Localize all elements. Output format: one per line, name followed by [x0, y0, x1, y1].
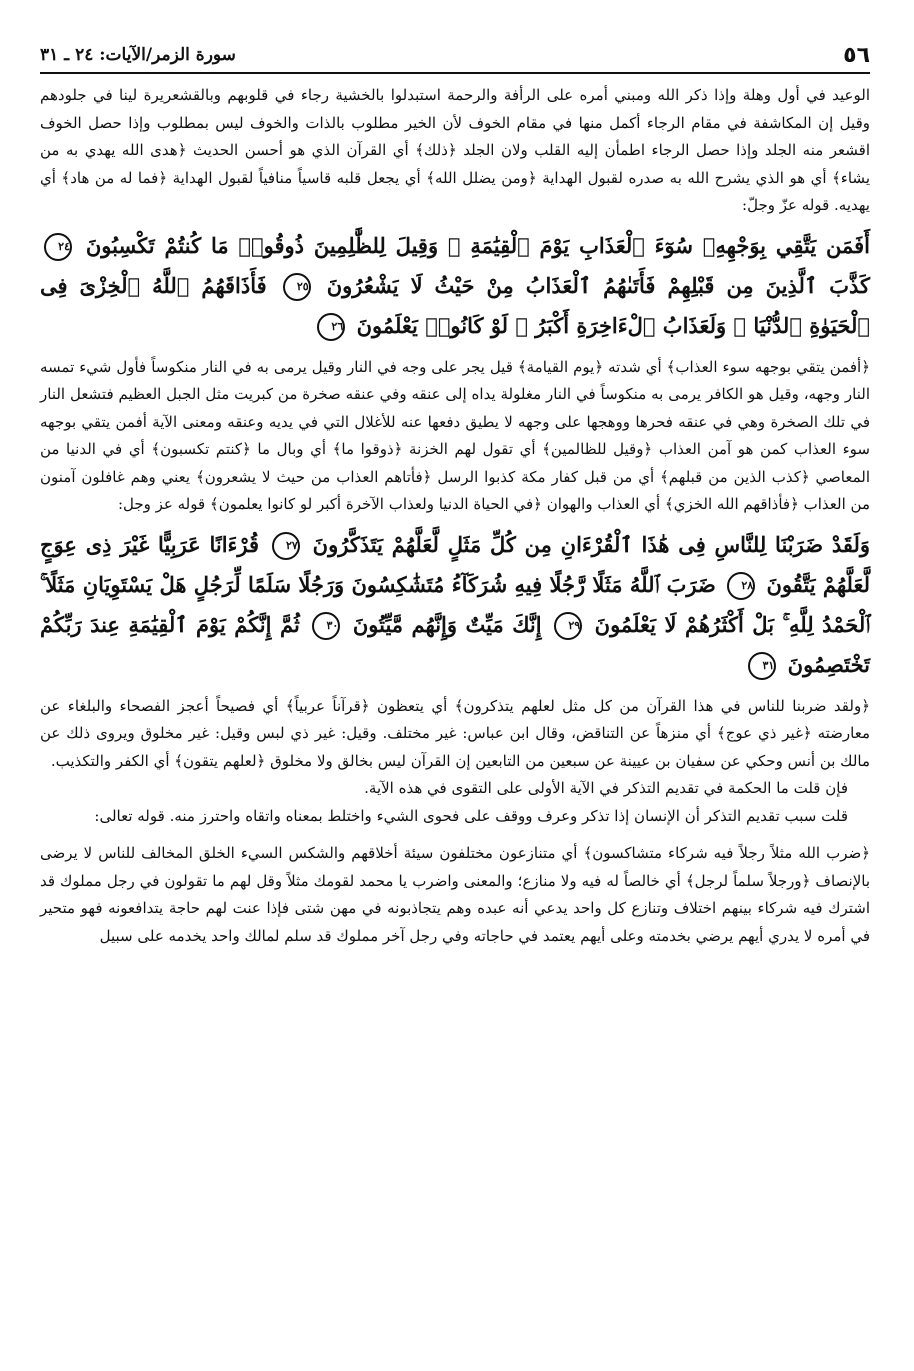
spacer — [40, 830, 870, 840]
commentary-paragraph: ﴿ولقد ضربنا للناس في هذا القرآن من كل مثل لعلهم يتذكرون﴾ أي يتعظون ﴿قرآناً عربياً﴾ أي فصيحاً أعجز الفصحاء والبلغاء عن معارضته ﴿غير ذي عوج﴾ أي منزهاً عن التناقض، وقال ابن عباس: غير مختلف. وقيل: غير ذي لبس وقيل: غير مخلوق ويروى ذلك عن مالك بن أنس وحكي عن سفيان بن عيينة عن سبعين من التابعين إن القرآن ليس بخالق ولا مخلوق ﴿لعلهم يتقون﴾ أي الكفر والتكذيب. — [40, 696, 870, 770]
commentary-paragraph: الوعيد في أول وهلة وإذا ذكر الله ومبني أمره على الرأفة والرحمة استبدلوا بالخشية رجاء في قلوبهم وبالقشعريرة لينا في جلودهم وقيل إن المكاشفة في مقام الرجاء أكمل منها في مقام الخوف لأن الخير مطلوب بالذات والخوف ليس بمطلوب وإذا حصل الخوف اقشعر منه الجلد وإذا حصل الرجاء اطمأن إليه القلب ولان الجلد ﴿ذلك﴾ أي القرآن الذي هو أحسن الحديث ﴿هدى الله يهدي به من يشاء﴾ أي هو الذي يشرح الله به صدره لقبول الهداية ﴿ومن يضلل الله﴾ أي يجعل قلبه قاسياً منافياً لقبول الهداية ﴿فما له من هاد﴾ أي يهديه. قوله عزّ وجلّ: — [40, 86, 870, 214]
verse-number-marker: ٢٦ — [317, 313, 345, 341]
quran-verses-block — [40, 226, 870, 346]
commentary-paragraph: ﴿أفمن يتقي بوجهه سوء العذاب﴾ أي شدته ﴿يوم القيامة﴾ قيل يجر على وجه في النار وقيل يرمى به في النار منكوساً فأول شيء تمسه النار وجهه، وقيل هو الكافر يرمى به منكوساً في النار مغلولة يداه إلى عنقه وفي عنقه صخرة من كبريت مثل الجبل العظيم فتشعل النار في تلك الصخرة وهي في عنقه فحرها ووهجها على وجهه لا يطيق دفعها عنه للأغلال التي في يديه وعنقه ومعنى الآية أفمن يتقي بوجهه سوء العذاب كمن هو آمن العذاب ﴿وقيل للظالمين﴾ أي تقول لهم الخزنة ﴿ذوقوا ما﴾ أي وبال ما ﴿كنتم تكسبون﴾ أي في الدنيا من المعاصي ﴿كذب الذين من قبلهم﴾ أي من قبل كفار مكة كذبوا الرسل ﴿فأتاهم العذاب من حيث لا يشعرون﴾ يعني وهم غافلون آمنون من العذاب ﴿فأذاقهم الله الخزي﴾ أي العذاب والهوان ﴿في الحياة الدنيا ولعذاب الآخرة أكبر لو كانوا يعلمون﴾ قوله عز وجل: — [40, 357, 870, 513]
page — [40, 38, 870, 950]
verse-number-marker: ٣١ — [748, 652, 776, 680]
verse-text: أَفَمَن يَتَّقِي بِوَجْهِهِۦ سُوٓءَ ٱلْعَذَابِ يَوْمَ ٱلْقِيَٰمَةِ ۚ وَقِيلَ لِلظَّٰلِمِينَ ذُوقُوا۟ مَا كُنتُمْ تَكْسِبُونَ — [85, 232, 870, 258]
verse-number-marker: ٢٩ — [554, 612, 582, 640]
page-number: ٥٦ — [843, 42, 870, 68]
verse-number-marker: ٢٨ — [727, 572, 755, 600]
answer-paragraph: قلت سبب تقديم التذكر أن الإنسان إذا تذكر وعرف ووقف على فحوى الشيء واختلط بمعناه واتقاه واحترز منه. قوله تعالى: — [94, 806, 848, 825]
commentary-paragraph: ﴿ضرب الله مثلاً رجلاً فيه شركاء متشاكسون﴾ أي متنازعون مختلفون سيئة أخلاقهم والشكس السيء الخلق المخالف للناس لا يرضى بالإنصاف ﴿ورجلاً سلماً لرجل﴾ أي خالصاً له فيه ولا منازع؛ والمعنى واضرب يا محمد لقومك مثلاً وقل لهم ما تقولون في رجل مملوك قد اشترك فيه شركاء بينهم اختلاف وتنازع كل واحد يدعي أنه عبده وهم يتجاذبونه في مهن شتى فإذا عنت لهم حاجة يتدافعونه فهو متحير في أمره لا يدري أيهم يرضي بخدمته وعلى أيهم يعتمد في حاجاته وفي رجل آخر مملوك قد سلم لمالك واحد يخدمه على سبيل — [40, 844, 870, 945]
verse-number-marker: ٣٠ — [312, 612, 340, 640]
verse-text: إِنَّكَ مَيِّتٌ وَإِنَّهُم مَّيِّتُونَ — [352, 611, 542, 637]
verse-number-marker: ٢٤ — [44, 233, 72, 261]
question-paragraph: فإن قلت ما الحكمة في تقديم التذكر في الآية الأولى على التقوى في هذه الآية. — [364, 779, 848, 797]
page-header — [40, 38, 870, 74]
verse-number-marker: ٢٥ — [283, 273, 311, 301]
quran-verses-block — [40, 525, 870, 685]
verse-text: كَذَّبَ ٱلَّذِينَ مِن قَبْلِهِمْ فَأَتَىٰهُمُ ٱلْعَذَابُ مِنْ حَيْثُ لَا يَشْعُرُونَ — [326, 272, 871, 298]
verse-text: فَأَذَاقَهُمُ ٱللَّهُ ٱلْخِزْىَ فِى ٱلْحَيَوٰةِ ٱلدُّنْيَا ۖ وَلَعَذَابُ ٱلْءَاخِرَةِ أَكْبَرُ ۚ لَوْ كَانُوا۟ يَعْلَمُونَ — [40, 272, 870, 338]
verse-text: قُرْءَانًا عَرَبِيًّا غَيْرَ ذِى عِوَجٍ لَّعَلَّهُمْ يَتَّقُونَ — [40, 531, 871, 597]
verse-number-marker: ٢٧ — [272, 532, 300, 560]
running-title: سورة الزمر/الآيات: ٢٤ ـ ٣١ — [40, 45, 236, 65]
verse-text: ثُمَّ إِنَّكُمْ يَوْمَ ٱلْقِيَٰمَةِ عِندَ رَبِّكُمْ تَخْتَصِمُونَ — [40, 611, 870, 677]
verse-text: وَلَقَدْ ضَرَبْنَا لِلنَّاسِ فِى هَٰذَا ٱلْقُرْءَانِ مِن كُلِّ مَثَلٍ لَّعَلَّهُمْ يَتَذَكَّرُونَ — [312, 531, 871, 557]
verse-text: ضَرَبَ ٱللَّهُ مَثَلًا رَّجُلًا فِيهِ شُرَكَآءُ مُتَشَٰكِسُونَ وَرَجُلًا سَلَمًا لِّرَجُلٍ هَلْ يَسْتَوِيَانِ مَثَلًا ۚ ٱلْحَمْدُ لِلَّهِ ۚ بَلْ أَكْثَرُهُمْ لَا يَعْلَمُونَ — [40, 571, 871, 637]
